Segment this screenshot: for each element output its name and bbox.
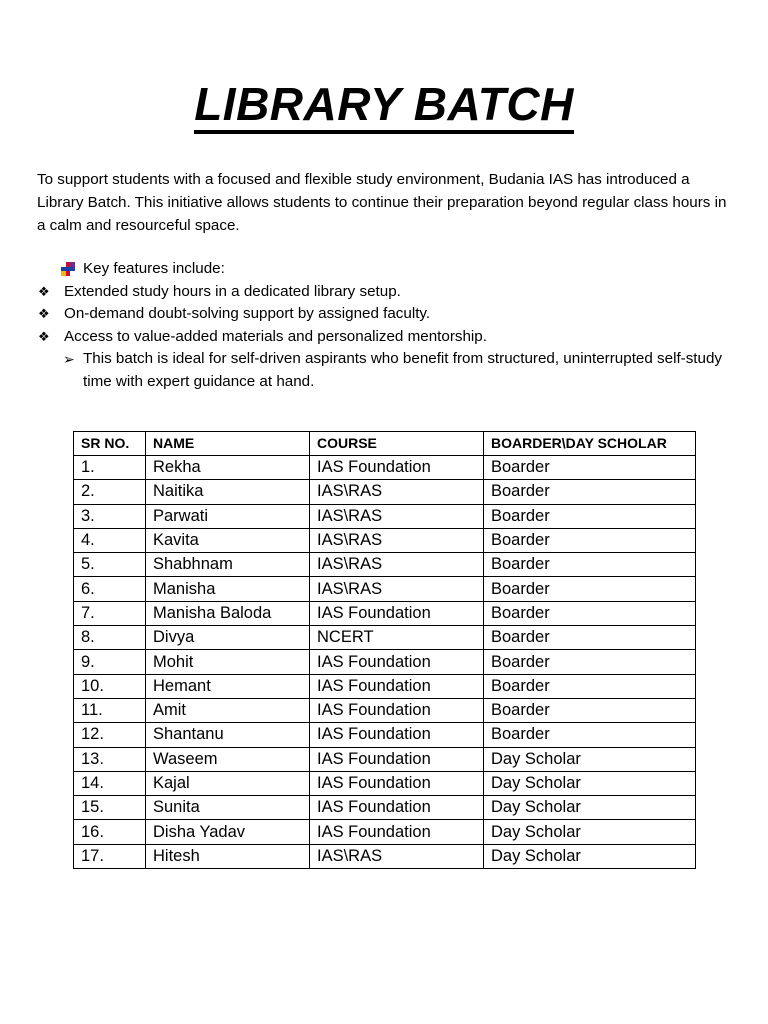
cell-course: IAS\RAS bbox=[310, 844, 484, 868]
cell-name: Amit bbox=[146, 698, 310, 722]
cell-sr-no: 15. bbox=[74, 796, 146, 820]
cell-name: Shantanu bbox=[146, 723, 310, 747]
cell-boarder-day-scholar: Boarder bbox=[484, 504, 696, 528]
features-heading-text: Key features include: bbox=[83, 260, 225, 277]
cell-name: Hitesh bbox=[146, 844, 310, 868]
cell-course: IAS Foundation bbox=[310, 747, 484, 771]
diamond-bullet-icon: ❖ bbox=[38, 283, 50, 299]
feature-note bbox=[37, 348, 737, 393]
cell-sr-no: 16. bbox=[74, 820, 146, 844]
cell-boarder-day-scholar: Day Scholar bbox=[484, 747, 696, 771]
header-course: COURSE bbox=[310, 432, 484, 456]
cell-name: Parwati bbox=[146, 504, 310, 528]
table-row bbox=[74, 723, 696, 747]
table-row bbox=[74, 796, 696, 820]
table-row bbox=[74, 577, 696, 601]
cell-boarder-day-scholar: Boarder bbox=[484, 674, 696, 698]
cell-name: Hemant bbox=[146, 674, 310, 698]
cell-course: IAS\RAS bbox=[310, 504, 484, 528]
cell-name: Naitika bbox=[146, 480, 310, 504]
cell-sr-no: 4. bbox=[74, 528, 146, 552]
cell-course: IAS Foundation bbox=[310, 698, 484, 722]
cell-boarder-day-scholar: Boarder bbox=[484, 723, 696, 747]
cell-boarder-day-scholar: Day Scholar bbox=[484, 771, 696, 795]
cell-name: Kajal bbox=[146, 771, 310, 795]
cell-course: IAS Foundation bbox=[310, 771, 484, 795]
table-row bbox=[74, 674, 696, 698]
cell-name: Manisha bbox=[146, 577, 310, 601]
bullet-plus-icon bbox=[61, 262, 75, 276]
table-row bbox=[74, 650, 696, 674]
cell-boarder-day-scholar: Boarder bbox=[484, 577, 696, 601]
table-row bbox=[74, 820, 696, 844]
cell-sr-no: 11. bbox=[74, 698, 146, 722]
cell-sr-no: 5. bbox=[74, 553, 146, 577]
cell-sr-no: 8. bbox=[74, 626, 146, 650]
arrow-bullet-icon: ➢ bbox=[63, 351, 75, 367]
cell-course: IAS Foundation bbox=[310, 601, 484, 625]
table-row bbox=[74, 844, 696, 868]
cell-boarder-day-scholar: Boarder bbox=[484, 456, 696, 480]
cell-name: Waseem bbox=[146, 747, 310, 771]
cell-sr-no: 2. bbox=[74, 480, 146, 504]
cell-name: Kavita bbox=[146, 528, 310, 552]
cell-sr-no: 9. bbox=[74, 650, 146, 674]
cell-course: IAS Foundation bbox=[310, 723, 484, 747]
cell-name: Divya bbox=[146, 626, 310, 650]
features-section bbox=[37, 258, 737, 393]
features-heading bbox=[37, 258, 737, 281]
feature-item bbox=[37, 281, 737, 304]
table-row bbox=[74, 626, 696, 650]
cell-sr-no: 6. bbox=[74, 577, 146, 601]
table-row bbox=[74, 504, 696, 528]
cell-sr-no: 3. bbox=[74, 504, 146, 528]
cell-name: Sunita bbox=[146, 796, 310, 820]
cell-boarder-day-scholar: Day Scholar bbox=[484, 844, 696, 868]
table-row bbox=[74, 553, 696, 577]
table-row bbox=[74, 456, 696, 480]
cell-course: IAS Foundation bbox=[310, 674, 484, 698]
cell-sr-no: 7. bbox=[74, 601, 146, 625]
feature-text: Access to value-added materials and personalized mentorship. bbox=[64, 327, 487, 345]
table-body bbox=[74, 456, 696, 869]
cell-name: Rekha bbox=[146, 456, 310, 480]
table-row bbox=[74, 771, 696, 795]
student-table bbox=[73, 431, 696, 869]
cell-course: IAS\RAS bbox=[310, 553, 484, 577]
cell-boarder-day-scholar: Boarder bbox=[484, 601, 696, 625]
cell-sr-no: 13. bbox=[74, 747, 146, 771]
diamond-bullet-icon: ❖ bbox=[38, 328, 50, 344]
cell-course: IAS Foundation bbox=[310, 796, 484, 820]
cell-boarder-day-scholar: Boarder bbox=[484, 626, 696, 650]
feature-item bbox=[37, 326, 737, 349]
cell-course: IAS\RAS bbox=[310, 577, 484, 601]
cell-course: IAS\RAS bbox=[310, 480, 484, 504]
header-name: NAME bbox=[146, 432, 310, 456]
intro-paragraph: To support students with a focused and flexible study environment, Budania IAS has introduced a Library Batch. This initiative allows students to continue their preparation beyond regular class hours in a calm and resourceful space. bbox=[37, 171, 727, 234]
cell-name: Shabhnam bbox=[146, 553, 310, 577]
cell-sr-no: 17. bbox=[74, 844, 146, 868]
cell-sr-no: 12. bbox=[74, 723, 146, 747]
cell-boarder-day-scholar: Boarder bbox=[484, 480, 696, 504]
cell-course: NCERT bbox=[310, 626, 484, 650]
cell-boarder-day-scholar: Boarder bbox=[484, 698, 696, 722]
cell-course: IAS\RAS bbox=[310, 528, 484, 552]
table-row bbox=[74, 528, 696, 552]
header-sr-no: SR NO. bbox=[74, 432, 146, 456]
table-row bbox=[74, 698, 696, 722]
cell-sr-no: 14. bbox=[74, 771, 146, 795]
cell-name: Disha Yadav bbox=[146, 820, 310, 844]
header-boarder-day-scholar: BOARDER\DAY SCHOLAR bbox=[484, 432, 696, 456]
feature-text: On-demand doubt-solving support by assigned faculty. bbox=[64, 305, 431, 322]
feature-note-text: This batch is ideal for self-driven aspirants who benefit from structured, uninterrupted self-study time with expert guidance at hand. bbox=[83, 350, 723, 390]
cell-course: IAS Foundation bbox=[310, 650, 484, 674]
title-text: LIBRARY BATCH bbox=[194, 78, 574, 134]
cell-boarder-day-scholar: Day Scholar bbox=[484, 820, 696, 844]
cell-sr-no: 10. bbox=[74, 674, 146, 698]
cell-boarder-day-scholar: Boarder bbox=[484, 528, 696, 552]
table-row bbox=[74, 601, 696, 625]
cell-sr-no: 1. bbox=[74, 456, 146, 480]
cell-name: Manisha Baloda bbox=[146, 601, 310, 625]
feature-item bbox=[37, 303, 737, 326]
table-row bbox=[74, 747, 696, 771]
cell-boarder-day-scholar: Day Scholar bbox=[484, 796, 696, 820]
cell-course: IAS Foundation bbox=[310, 820, 484, 844]
diamond-bullet-icon: ❖ bbox=[38, 306, 50, 321]
table-header-row bbox=[74, 432, 696, 456]
cell-course: IAS Foundation bbox=[310, 456, 484, 480]
page-title bbox=[0, 76, 768, 132]
cell-boarder-day-scholar: Boarder bbox=[484, 553, 696, 577]
table-row bbox=[74, 480, 696, 504]
cell-name: Mohit bbox=[146, 650, 310, 674]
feature-text: Extended study hours in a dedicated library setup. bbox=[64, 282, 401, 300]
cell-boarder-day-scholar: Boarder bbox=[484, 650, 696, 674]
